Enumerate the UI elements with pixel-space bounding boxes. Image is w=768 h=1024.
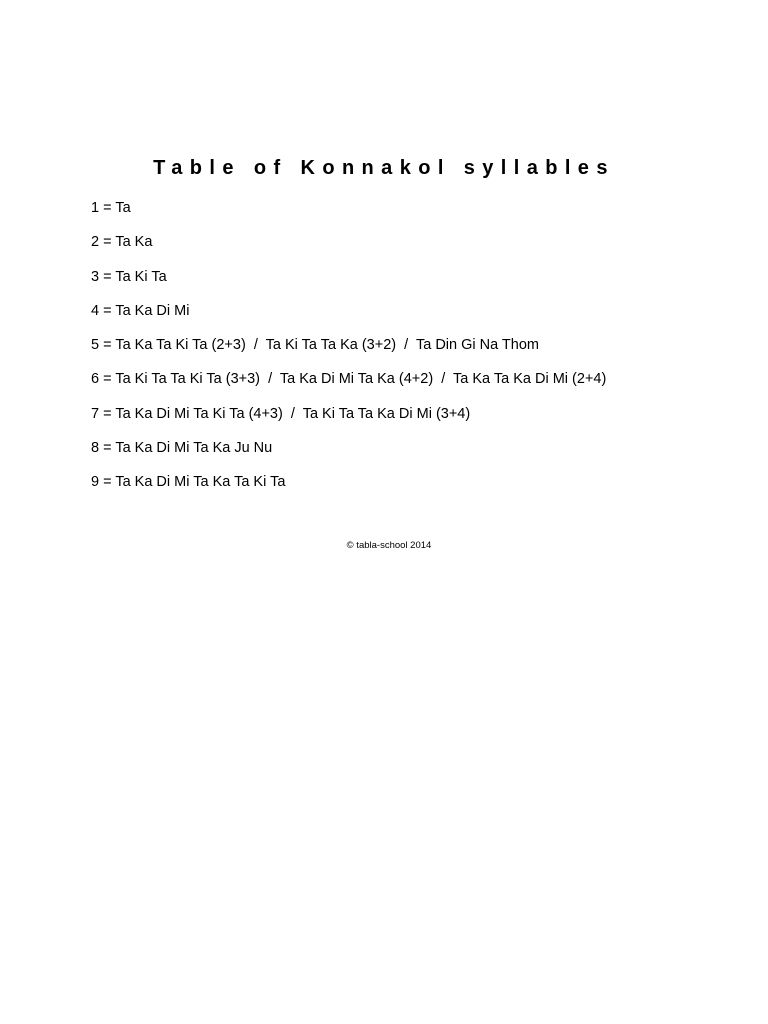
copyright-notice: © tabla-school 2014	[346, 540, 432, 551]
syllable-row-1: 1 = Ta	[91, 200, 131, 216]
syllable-row-7: 7 = Ta Ka Di Mi Ta Ki Ta (4+3) / Ta Ki Ta Ta Ka Di Mi (3+4)	[91, 405, 471, 422]
syllable-row-3: 3 = Ta Ki Ta	[91, 268, 167, 285]
syllable-row-5: 5 = Ta Ka Ta Ki Ta (2+3) / Ta Ki Ta Ta Ka (3+2) / Ta Din Gi Na Thom	[91, 337, 539, 354]
syllable-row-4: 4 = Ta Ka Di Mi	[91, 302, 190, 319]
syllable-list	[91, 198, 606, 507]
syllable-row-8: 8 = Ta Ka Di Mi Ta Ka Ju Nu	[91, 440, 273, 457]
syllable-row-2: 2 = Ta Ka	[91, 234, 153, 251]
page-title: Table of Konnakol syllables	[153, 157, 615, 180]
syllable-row-6: 6 = Ta Ki Ta Ta Ki Ta (3+3) / Ta Ka Di Mi Ta Ka (4+2) / Ta Ka Ta Ka Di Mi (2+4)	[91, 371, 607, 388]
syllable-row-9: 9 = Ta Ka Di Mi Ta Ka Ta Ki Ta	[91, 474, 286, 491]
